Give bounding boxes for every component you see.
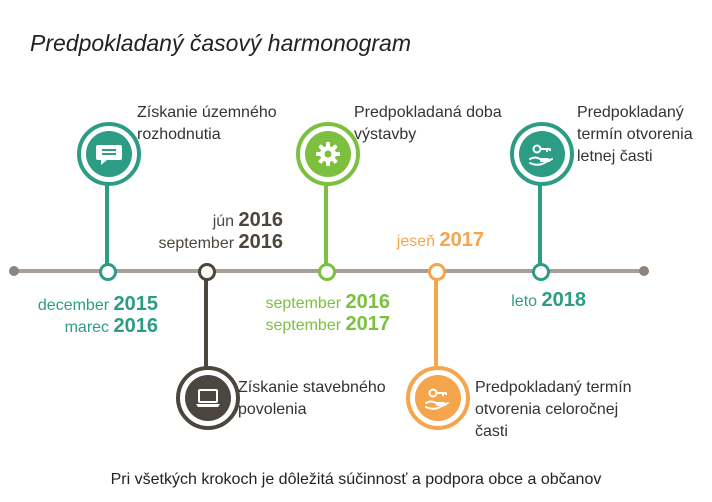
milestone-5-stem bbox=[538, 182, 542, 264]
milestone-3-label-line: výstavby bbox=[354, 126, 417, 143]
milestone-3-icon-ring bbox=[296, 122, 360, 186]
milestone-2-date-end: september 2016 bbox=[158, 231, 283, 253]
milestone-1-icon-ring bbox=[77, 122, 141, 186]
milestone-2-dates bbox=[100, 210, 283, 254]
milestone-3-stem bbox=[324, 182, 328, 264]
milestone-2-node bbox=[198, 263, 216, 281]
milestone-5-label bbox=[577, 102, 693, 168]
milestone-3-label-line: Predpokladaná doba bbox=[354, 104, 502, 121]
milestone-4-stem bbox=[434, 278, 438, 374]
speech-bubble-icon bbox=[94, 139, 124, 169]
timeline-end-dot bbox=[639, 266, 649, 276]
milestone-4-icon-ring bbox=[406, 366, 470, 430]
milestone-4-label bbox=[475, 377, 632, 443]
key-in-hand-icon bbox=[423, 383, 453, 413]
milestone-5-label-line: letnej časti bbox=[577, 148, 653, 165]
milestone-4-icon-circle bbox=[415, 375, 461, 421]
milestone-3-node bbox=[318, 263, 336, 281]
milestone-3-date-start: september 2016 bbox=[265, 291, 390, 313]
footer-note: Pri všetkých krokoch je dôležitá súčinnosť a podpora obce a občanov bbox=[110, 471, 602, 488]
milestone-3-date-end: september 2017 bbox=[265, 313, 390, 335]
milestone-1-label bbox=[137, 102, 277, 146]
milestone-2-icon-ring bbox=[176, 366, 240, 430]
milestone-1-date-start: december 2015 bbox=[37, 293, 158, 315]
milestone-2-label-line: Získanie stavebného bbox=[238, 379, 386, 396]
milestone-4-label-line: časti bbox=[475, 423, 508, 440]
milestone-4-label-line: otvorenia celoročnej bbox=[475, 401, 619, 418]
milestone-1-label-line: rozhodnutia bbox=[137, 126, 221, 143]
milestone-1-label-line: Získanie územného bbox=[137, 104, 277, 121]
milestone-5-dates bbox=[450, 290, 586, 312]
milestone-3-dates bbox=[200, 292, 390, 336]
milestone-4-node bbox=[428, 263, 446, 281]
milestone-1-date-end: marec 2016 bbox=[64, 315, 158, 337]
milestone-2-label-line: povolenia bbox=[238, 401, 307, 418]
milestone-4-dates bbox=[350, 230, 484, 252]
milestone-1-dates bbox=[0, 294, 158, 338]
page-title: Predpokladaný časový harmonogram bbox=[30, 30, 411, 56]
timeline-start-dot bbox=[9, 266, 19, 276]
milestone-5-icon-ring bbox=[510, 122, 574, 186]
milestone-5-icon-circle bbox=[519, 131, 565, 177]
gear-icon bbox=[313, 139, 343, 169]
milestone-2-date-start: jún 2016 bbox=[212, 209, 283, 231]
milestone-3-label bbox=[354, 102, 502, 146]
milestone-5-date-start: leto 2018 bbox=[511, 289, 586, 311]
milestone-4-date-start: jeseň 2017 bbox=[396, 229, 484, 251]
milestone-5-label-line: Predpokladaný bbox=[577, 104, 684, 121]
milestone-2-label bbox=[238, 377, 386, 421]
milestone-4-label-line: Predpokladaný termín bbox=[475, 379, 632, 396]
key-in-hand-icon bbox=[527, 139, 557, 169]
milestone-5-node bbox=[532, 263, 550, 281]
milestone-5-label-line: termín otvorenia bbox=[577, 126, 693, 143]
milestone-2-icon-circle bbox=[185, 375, 231, 421]
milestone-3-icon-circle bbox=[305, 131, 351, 177]
milestone-1-node bbox=[99, 263, 117, 281]
milestone-1-icon-circle bbox=[86, 131, 132, 177]
laptop-icon bbox=[193, 383, 223, 413]
